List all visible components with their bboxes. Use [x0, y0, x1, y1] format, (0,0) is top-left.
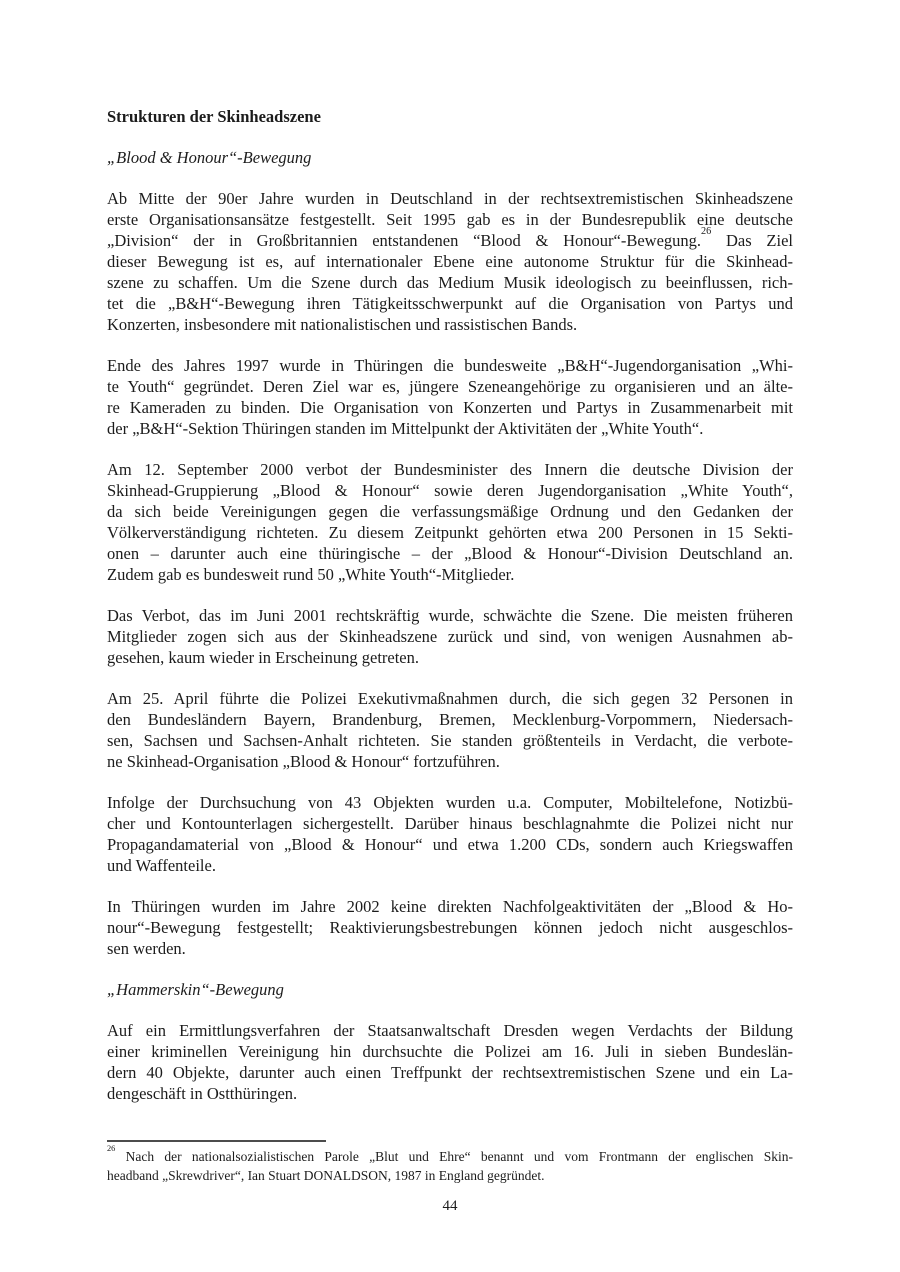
text-line: In Thüringen wurden im Jahre 2002 keine direkten Nachfolgeaktivitäten der „Blood & Ho-: [107, 897, 793, 916]
text-line: Mitglieder zogen sich aus der Skinheadszene zurück und sind, von wenigen Ausnahmen ab-: [107, 627, 793, 646]
text-segment: „Division“ der in Großbritannien entstandenen “Blood & Honour“-Bewegung.: [107, 231, 702, 250]
text-line: re Kameraden zu binden. Die Organisation von Konzerten und Partys in Zusammenarbeit mit: [107, 398, 793, 417]
page-content: [107, 106, 793, 1124]
footnote-reference: 26: [701, 226, 712, 238]
text-line: cher und Kontounterlagen sichergestellt. Darüber hinaus beschlagnahmte die Polizei nicht nur: [107, 814, 793, 833]
text-line: dern 40 Objekte, darunter auch einen Treffpunkt der rechtsextremistischen Szene und ein La-: [107, 1063, 793, 1082]
text-line: Am 12. September 2000 verbot der Bundesminister des Innern die deutsche Division der: [107, 460, 793, 479]
text-line: onen – darunter auch eine thüringische – der „Blood & Honour“-Division Deutschland an.: [107, 544, 793, 563]
text-line: da sich beide Vereinigungen gegen die verfassungsmäßige Ordnung und den Gedanken der: [107, 502, 793, 521]
text-line: Propagandamaterial von „Blood & Honour“ und etwa 1.200 CDs, sondern auch Kriegswaffen: [107, 835, 793, 854]
text-line: dieser Bewegung ist es, auf internationaler Ebene eine autonome Struktur für die Skinhead-: [107, 252, 793, 271]
text-line: Das Verbot, das im Juni 2001 rechtskräftig wurde, schwächte die Szene. Die meisten früheren: [107, 606, 793, 625]
text-line: gesehen, kaum wieder in Erscheinung getreten.: [107, 648, 420, 667]
text-line: sen werden.: [107, 939, 186, 958]
paragraph-1: [107, 188, 793, 335]
text-line: [107, 226, 794, 251]
text-line: einer kriminellen Vereinigung hin durchsuchte die Polizei am 16. Juli in sieben Bundeslän-: [107, 1042, 793, 1061]
text-line: Am 25. April führte die Polizei Exekutivmaßnahmen durch, die sich gegen 32 Personen in: [107, 689, 793, 708]
text-line: der „B&H“-Sektion Thüringen standen im Mittelpunkt der Aktivitäten der „White Youth“.: [107, 419, 704, 438]
subheading-blood-honour: „Blood & Honour“-Bewegung: [107, 148, 312, 167]
text-line: nour“-Bewegung festgestellt; Reaktivierungsbestrebungen können jedoch nicht ausgeschlos-: [107, 918, 793, 937]
paragraph-7: [107, 896, 793, 959]
paragraph-3: [107, 459, 793, 585]
text-line: dengeschäft in Ostthüringen.: [107, 1084, 298, 1103]
subheading-hammerskin: „Hammerskin“-Bewegung: [107, 980, 284, 999]
text-line: ne Skinhead-Organisation „Blood & Honour“ fortzuführen.: [107, 752, 500, 771]
text-line: den Bundesländern Bayern, Brandenburg, Bremen, Mecklenburg-Vorpommern, Niedersach-: [107, 710, 793, 729]
text-line: Konzerten, insbesondere mit nationalistischen und rassistischen Bands.: [107, 315, 578, 334]
paragraph-6: [107, 792, 793, 876]
text-line: Infolge der Durchsuchung von 43 Objekten wurden u.a. Computer, Mobiltelefone, Notizbü-: [107, 793, 793, 812]
text-line: tet die „B&H“-Bewegung ihren Tätigkeitsschwerpunkt auf die Organisation von Partys und: [107, 294, 793, 313]
paragraph-4: [107, 605, 793, 668]
section-heading: Strukturen der Skinheadszene: [107, 107, 321, 126]
footnote-marker: 26: [107, 1144, 116, 1154]
text-line: Ende des Jahres 1997 wurde in Thüringen die bundesweite „B&H“-Jugendorganisation „Whi-: [107, 356, 793, 375]
footnote-separator-rule: [107, 1140, 326, 1142]
text-line: Ab Mitte der 90er Jahre wurden in Deutschland in der rechtsextremistischen Skinheadszene: [107, 189, 793, 208]
text-line: Völkerverständigung richteten. Zu diesem Zeitpunkt gehörten etwa 200 Personen in 15 Sekti-: [107, 523, 793, 542]
footnote-text: Nach der nationalsozialistischen Parole „Blut und Ehre“ benannt und vom Frontmann der englischen Skin-: [115, 1149, 793, 1164]
text-line: und Waffenteile.: [107, 856, 216, 875]
footnote-line: headband „Skrewdriver“, Ian Stuart DONALDSON, 1987 in England gegründet.: [107, 1168, 545, 1183]
text-line: sen, Sachsen und Sachsen-Anhalt richteten. Sie standen größtenteils in Verdacht, die verbote-: [107, 731, 793, 750]
footnote-area: [107, 1140, 793, 1185]
text-line: Zudem gab es bundesweit rund 50 „White Youth“-Mitglieder.: [107, 565, 515, 584]
paragraph-8: [107, 1020, 793, 1104]
text-line: erste Organisationsansätze festgestellt. Seit 1995 gab es in der Bundesrepublik eine deutsche: [107, 210, 793, 229]
page-number: 44: [442, 1198, 458, 1214]
paragraph-5: [107, 688, 793, 772]
text-line: te Youth“ gegründet. Deren Ziel war es, jüngere Szeneangehörige zu organisieren und an älte-: [107, 377, 793, 396]
footnote-line: [107, 1144, 793, 1166]
text-line: Auf ein Ermittlungsverfahren der Staatsanwaltschaft Dresden wegen Verdachts der Bildung: [107, 1021, 793, 1040]
paragraph-2: [107, 355, 793, 439]
text-segment: Das Ziel: [711, 231, 794, 250]
text-line: szene zu schaffen. Um die Szene durch das Medium Musik ideologisch zu beeinflussen, rich-: [107, 273, 793, 292]
text-line: Skinhead-Gruppierung „Blood & Honour“ sowie deren Jugendorganisation „White Youth“,: [107, 481, 793, 500]
